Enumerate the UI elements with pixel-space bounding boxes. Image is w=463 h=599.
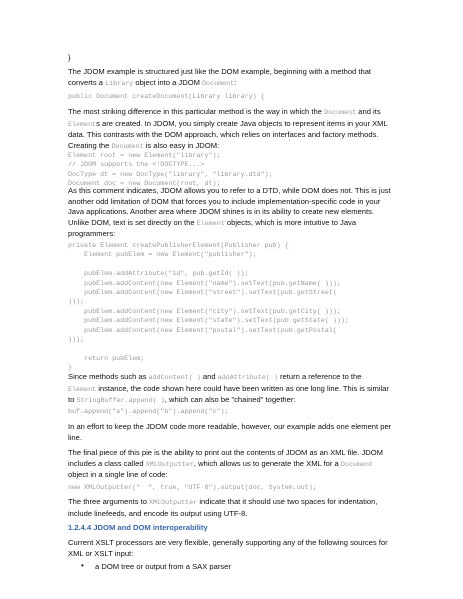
section-heading: 1.2.4.4 JDOM and DOM interoperability — [68, 523, 208, 532]
paragraph-arguments: The three arguments to XMLOutputter indicate that it should use two spaces for indentation, include linefeeds, and encode its output using UTF-8. — [68, 497, 378, 518]
paragraph-xslt: Current XSLT processors are very flexible, generally supporting any of the following sources for XML or XSLT input: — [68, 538, 388, 558]
code-create-document: public Document createDocument(Library library) { — [68, 93, 265, 101]
paragraph-output: The final piece of this pie is the ability to print out the contents of JDOM as an XML file. JDOM includes a class called XMLOutputter, which allows us to generate the XML for a Document object in a single line of code: — [68, 448, 384, 480]
closing-brace: } — [68, 53, 71, 62]
code-stringbuffer: buf.append("a").append("b").append("c"); — [68, 408, 229, 416]
paragraph-readability: In an effort to keep the JDOM code more readable, however, our example adds one element per line. — [68, 422, 392, 442]
paragraph-intro: The JDOM example is structured just like the DOM example, beginning with a method that converts a Library object into a JDOM Document: — [68, 67, 372, 88]
paragraph-chaining: Since methods such as addContent( ) and addAttribute( ) return a reference to the Element instance, the code shown here could have been written as one long line. This is similar to StringBuffer.append( ), which can also be "chained" together: — [68, 372, 389, 406]
list-item: a DOM tree or output from a SAX parser — [95, 562, 231, 571]
code-publisher-element: private Element createPublisherElement(Publisher pub) { Element pubElem = new Element("publisher"); pubElem.addAttribute("id", pub.getId( )); pubElem.addContent(new Element("name").setText(pub.getName( ))); pubElem.addContent(new Element("street").setText(pub.getStreet( ))); pubElem.addContent(new Element("city").setText(pub.getCity( ))); pubElem.addContent(new Element("state").setText(pub.getState( ))); pubElem.addContent(new Element("postal").setText(pub.getPostal( ))); return pubElem; } — [68, 242, 349, 373]
code-xmloutputter: new XMLOutputter(" ", true, "UTF-8").output(doc, System.out); — [68, 484, 317, 492]
paragraph-dtd: As this comment indicates, JDOM allows you to refer to a DTD, while DOM does not. This is just another odd limitation of DOM that forces you to include implementation-specific code in your Java applications. Another area where JDOM shines is in its ability to create new elements. Unlike DOM, text is set directly on the Element objects, which is more intuitive to Java programmers: — [68, 186, 391, 239]
paragraph-difference: The most striking difference in this particular method is the way in which the Document and its Elements are created. In JDOM, you simply create Java objects to represent items in your XML data. This contrasts with the DOM approach, which relies on interfaces and factory methods. Creating the Document is also easy in JDOM: — [68, 107, 388, 151]
bullet-icon: • — [81, 561, 84, 570]
code-root-doctype: Element root = new Element("library"); // JDOM supports the <!DOCTYPE...> DocType dt = new DocType("library", "library.dtd"); Document doc = new Document(root, dt); — [68, 152, 273, 189]
